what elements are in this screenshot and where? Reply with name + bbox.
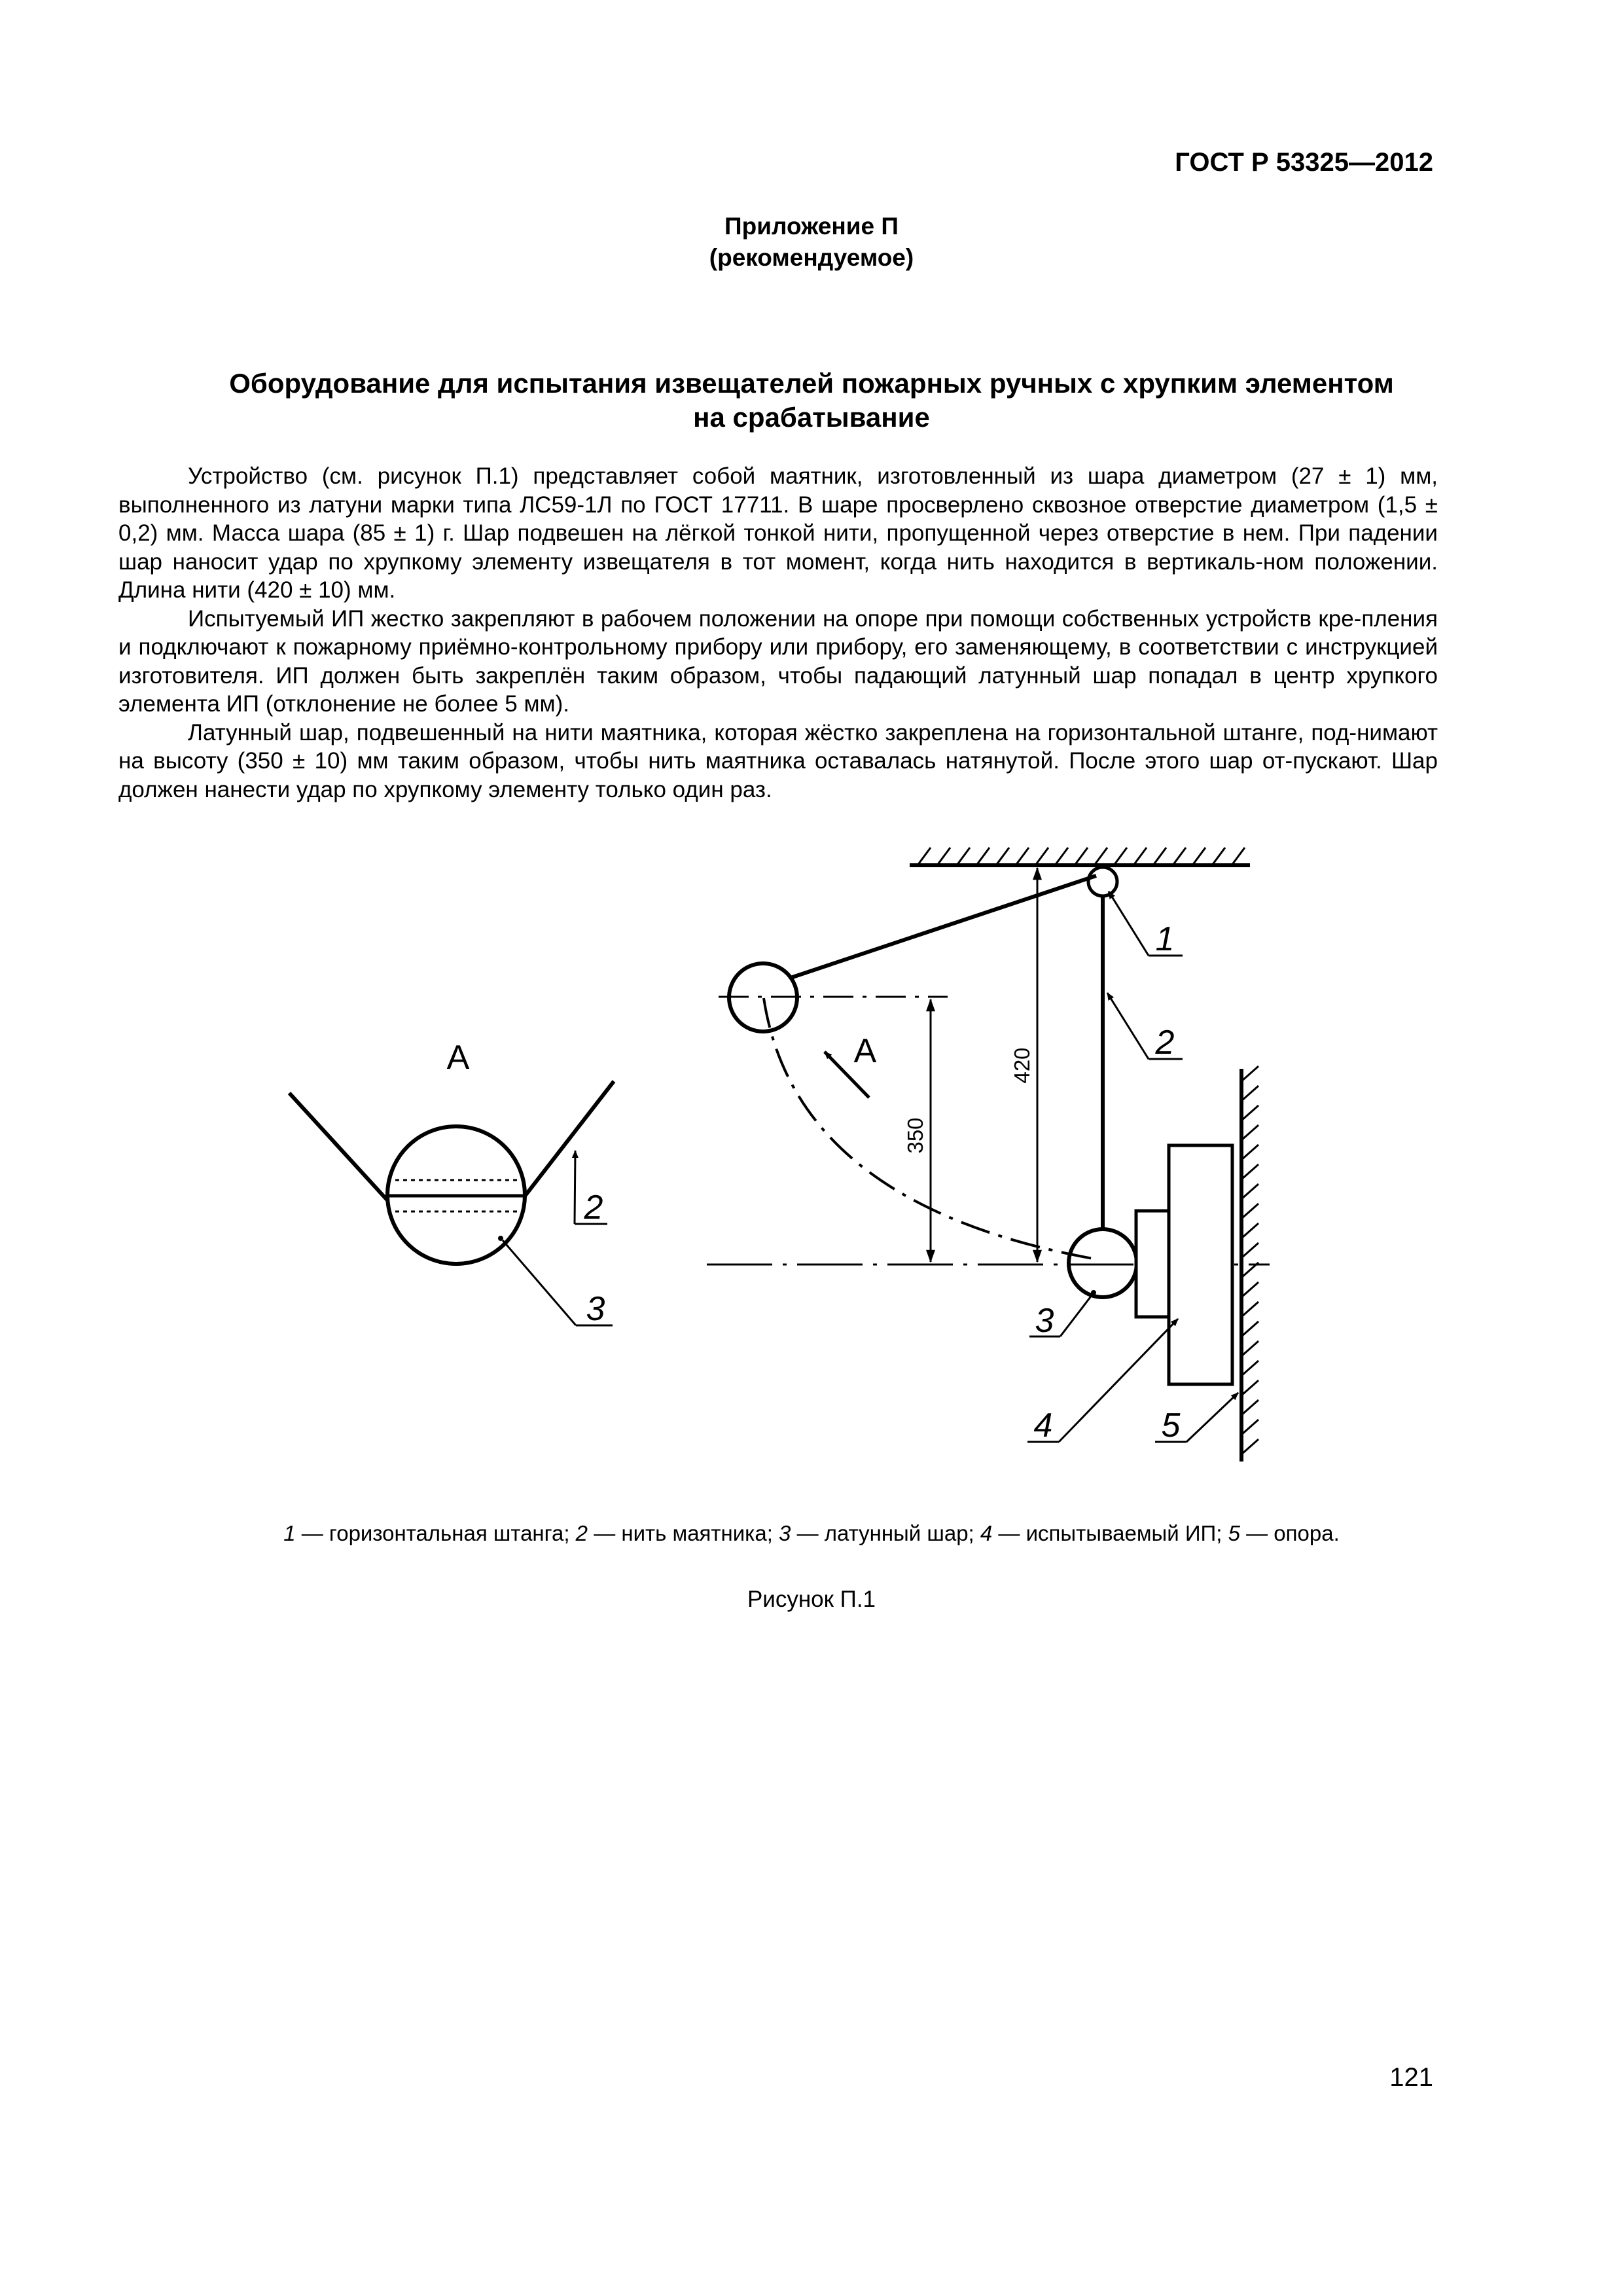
- brittle-element-plate: [1136, 1211, 1169, 1317]
- appendix-heading: [0, 211, 1623, 274]
- paragraph: Латунный шар, подвешенный на нити маятника, которая жёстко закреплена на горизонтальной штанге, под-нимают на высоту (350 ± 10) мм таким образом, чтобы нить маятника оставалась натянутой. После этого шар от-пускают. Шар должен нанести удар по хрупкому элементу только один раз.: [118, 719, 1438, 802]
- section-title: [0, 367, 1623, 435]
- section-title-line-2: на срабатывание: [693, 402, 930, 433]
- arrow-a-label: А: [853, 1032, 877, 1070]
- label-1: 1: [1155, 920, 1175, 958]
- leader-5-arrow: [1186, 1393, 1238, 1442]
- label-4: 4: [1033, 1407, 1053, 1444]
- leader-2-arrow: [1107, 993, 1149, 1059]
- brittle-element-left: [289, 1093, 388, 1201]
- ball-trajectory: [764, 998, 1093, 1259]
- dimension-350-value: 350: [903, 1117, 927, 1154]
- leader-1-arrow: [1109, 891, 1149, 956]
- section-title-line-1: Оборудование для испытания извещателей пожарных ручных с хрупким элементом: [229, 368, 1394, 399]
- view-a-label: А: [446, 1039, 470, 1077]
- legend-text: — опора.: [1240, 1521, 1340, 1545]
- leader-3-detail-dot: [498, 1236, 503, 1241]
- legend-text: — латунный шар;: [791, 1521, 980, 1545]
- pivot-ring: [1088, 867, 1117, 896]
- body-text: [118, 462, 1438, 804]
- ball-hanging: [1069, 1229, 1137, 1297]
- figure-pendulum: [249, 812, 1296, 1532]
- paragraph: Испытуемый ИП жестко закрепляют в рабочем положении на опоре при помощи собственных устройств кре-пления и подключают к пожарному приёмно-контрольному прибору или прибору, его заменяющему, в соответствии с инструкцией изготовителя. ИП должен быть закреплён таким образом, чтобы падающий латунный шар попадал в центр хрупкого элемента ИП (отклонение не более 5 мм).: [118, 605, 1438, 717]
- detail-view-a: [289, 1039, 614, 1328]
- paragraph: Устройство (см. рисунок П.1) представляет собой маятник, изготовленный из шара диаметром (27 ± 1) мм, выполненного из латуни марки типа ЛС59-1Л по ГОСТ 17711. В шаре просверлено сквозное отверстие диаметром (1,5 ± 0,2) мм. Масса шара (85 ± 1) г. Шар подвешен на лёгкой тонкой нити, пропущенной через отверстие в нем. При падении шар наносит удар по хрупкому элементу извещателя в тот момент, когда нить находится в вертикаль-ном положении. Длина нити (420 ± 10) мм.: [118, 463, 1438, 603]
- pendulum-diagram: [249, 812, 1296, 1532]
- label-2: 2: [1155, 1024, 1175, 1062]
- legend-number: 4: [980, 1521, 993, 1545]
- detector-body: [1169, 1145, 1232, 1384]
- leader-4-arrow: [1059, 1319, 1178, 1442]
- main-view: [707, 848, 1270, 1462]
- legend-number: 2: [575, 1521, 588, 1545]
- legend-text: — горизонтальная штанга;: [295, 1521, 576, 1545]
- leader-3-detail-line: [503, 1240, 576, 1325]
- detail-label-3: 3: [586, 1290, 605, 1328]
- figure-title: Рисунок П.1: [747, 1587, 876, 1612]
- legend-text: — испытываемый ИП;: [992, 1521, 1228, 1545]
- legend-number: 3: [779, 1521, 791, 1545]
- figure-legend: [0, 1520, 1623, 1547]
- dimension-420-value: 420: [1010, 1047, 1034, 1084]
- page-number: 121: [1389, 2063, 1433, 2092]
- ceiling-hatching: [918, 848, 1245, 865]
- leader-3-dot: [1091, 1290, 1096, 1295]
- detail-label-2: 2: [584, 1189, 603, 1227]
- thread-raised: [747, 876, 1096, 992]
- appendix-status: (рекомендуемое): [709, 244, 914, 271]
- legend-number: 5: [1228, 1521, 1240, 1545]
- legend-text: — нить маятника;: [588, 1521, 779, 1545]
- legend-number: 1: [283, 1521, 296, 1545]
- brittle-element-right: [524, 1081, 614, 1198]
- leader-3-line: [1060, 1295, 1092, 1336]
- wall-hatching: [1241, 1066, 1258, 1454]
- label-3: 3: [1035, 1302, 1054, 1340]
- appendix-title: Приложение П: [724, 213, 899, 240]
- label-5: 5: [1161, 1407, 1181, 1444]
- document-code: ГОСТ Р 53325—2012: [1175, 148, 1433, 177]
